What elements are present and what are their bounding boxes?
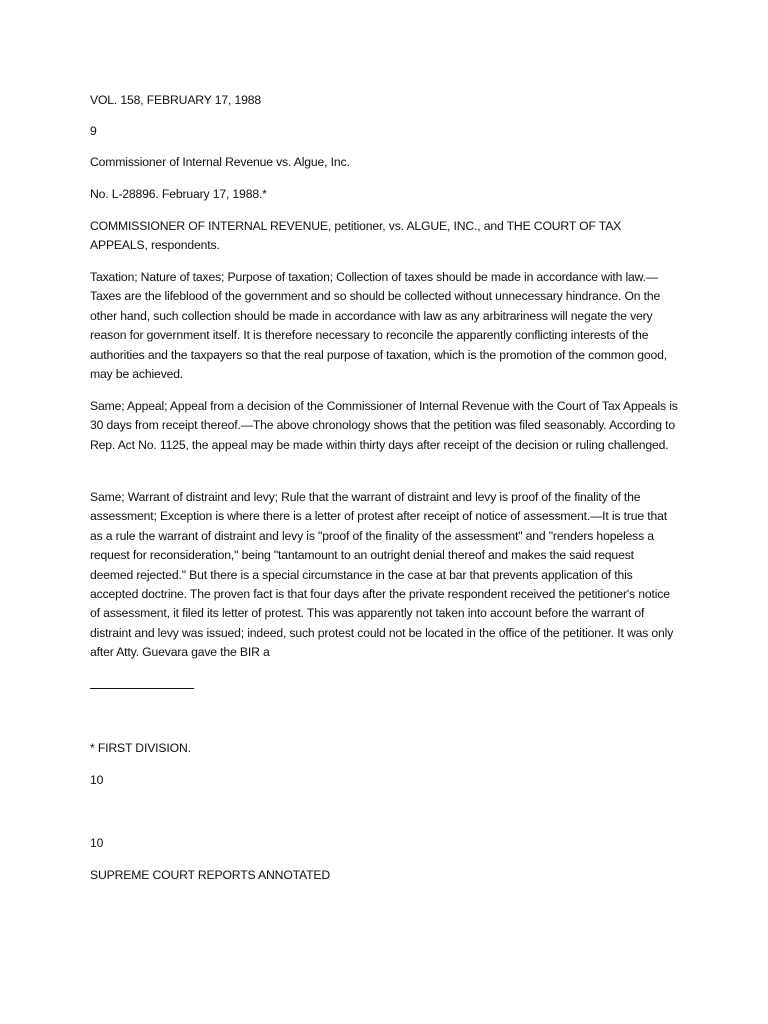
- running-head: SUPREME COURT REPORTS ANNOTATED: [90, 868, 331, 882]
- next-page-number: 10: [90, 836, 104, 850]
- syllabus-paragraph-taxation: Taxation; Nature of taxes; Purpose of taxation; Collection of taxes should be made in accordance with law.—Taxes are the lifeblood of the government and so should be collected without unnecessary hindrance. On the other hand, such collection should be made in accordance with law as any arbitrariness will negate the very reason for government itself. It is therefore necessary to reconcile the apparently conflicting interests of the authorities and the taxpayers so that the real purpose of taxation, which is the promotion of the common good, may be achieved.: [90, 270, 667, 382]
- parties-caption: COMMISSIONER OF INTERNAL REVENUE, petitioner, vs. ALGUE, INC., and THE COURT OF TAX APPEALS, respondents.: [90, 219, 622, 253]
- case-title: Commissioner of Internal Revenue vs. Algue, Inc.: [90, 155, 350, 169]
- syllabus-paragraph-appeal: Same; Appeal; Appeal from a decision of the Commissioner of Internal Revenue with the Court of Tax Appeals is 30 days from receipt thereof.—The above chronology shows that the petition was filed seasonably. According to Rep. Act No. 1125, the appeal may be made within thirty days after receipt of the decision or ruling challenged.: [90, 399, 678, 452]
- syllabus-paragraph-warrant: Same; Warrant of distraint and levy; Rule that the warrant of distraint and levy is proof of the finality of the assessment; Exception is where there is a letter of protest after receipt of notice of assessment.—It is true that as a rule the warrant of distraint and levy is "proof of the finality of the assessment" and "renders hopeless a request for reconsideration," being "tantamount to an outright denial thereof and makes the said request deemed rejected." But there is a special circumstance in the case at bar that prevents application of this accepted doctrine. The proven fact is that four days after the private respondent received the petitioner's notice of assessment, it filed its letter of protest. This was apparently not taken into account before the warrant of distraint and levy was issued; indeed, such protest could not be located in the office of the petitioner. It was only after Atty. Guevara gave the BIR a: [90, 490, 674, 660]
- page-number-bottom: 10: [90, 773, 104, 787]
- volume-date-line: VOL. 158, FEBRUARY 17, 1988: [90, 93, 261, 107]
- footnote: * FIRST DIVISION.: [90, 741, 191, 755]
- page-number-top: 9: [90, 124, 97, 138]
- footnote-separator: [90, 688, 194, 689]
- docket-number: No. L-28896. February 17, 1988.*: [90, 187, 267, 201]
